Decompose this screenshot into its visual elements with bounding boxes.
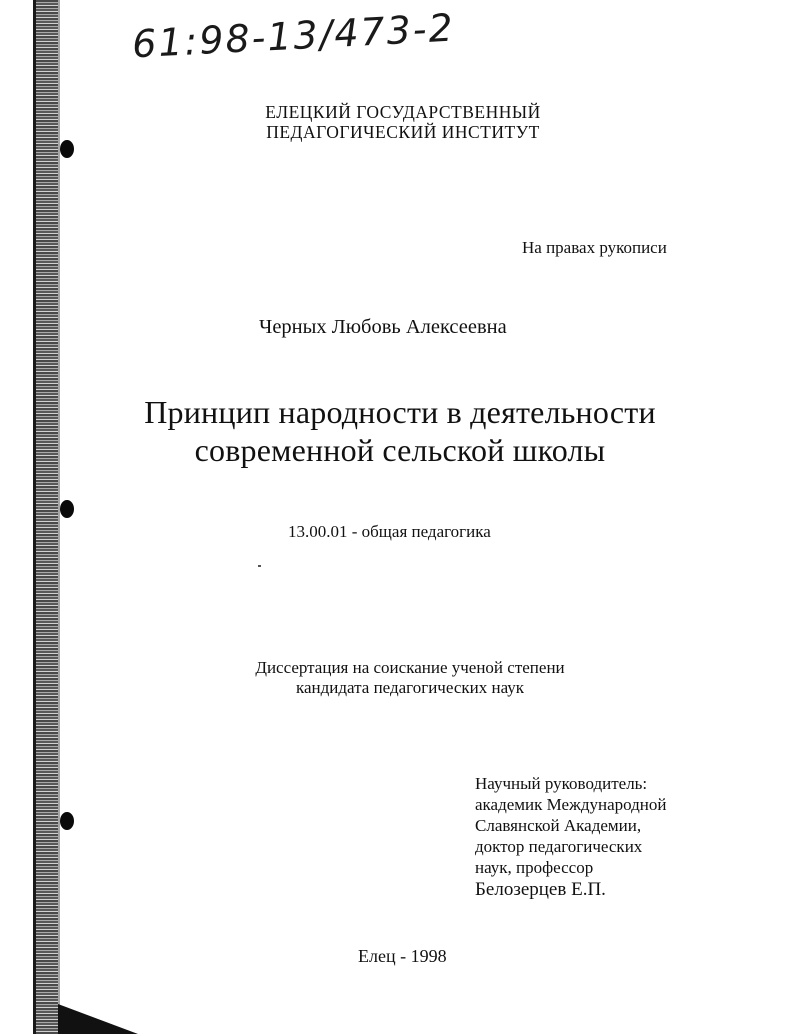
scan-binding-edge <box>36 0 58 1034</box>
manuscript-rights-note: На правах рукописи <box>522 238 667 257</box>
degree-line: Диссертация на соискание ученой степени <box>255 658 565 677</box>
supervisor-line: Славянской Академии, <box>475 816 642 835</box>
supervisor-line: наук, профессор <box>475 858 594 877</box>
supervisor-name: Белозерцев Е.П. <box>475 879 606 900</box>
title-line: современной сельской школы <box>194 432 606 468</box>
place-and-year: Елец - 1998 <box>358 946 447 966</box>
handwritten-archive-number: 61:98-13/473-2 <box>131 5 456 67</box>
institution-name <box>248 102 558 142</box>
institution-line: ЕЛЕЦКИЙ ГОСУДАРСТВЕННЫЙ <box>265 102 541 122</box>
supervisor-line: Научный руководитель: <box>475 774 648 793</box>
supervisor-line: академик Международной <box>475 795 667 814</box>
scientific-supervisor <box>475 773 745 902</box>
dissertation-title <box>120 393 680 469</box>
specialty-code: 13.00.01 - общая педагогика <box>288 522 491 541</box>
degree-statement <box>200 658 620 698</box>
punch-hole <box>60 500 74 518</box>
scan-corner-mark <box>58 1004 138 1034</box>
scan-speck <box>258 565 261 567</box>
punch-hole <box>60 812 74 830</box>
degree-line: кандидата педагогических наук <box>295 678 525 697</box>
binding-shadow <box>58 0 60 1034</box>
author-name: Черных Любовь Алексеевна <box>259 316 507 338</box>
title-line: Принцип народности в деятельности <box>144 394 656 430</box>
supervisor-line: доктор педагогических <box>475 837 643 856</box>
punch-hole <box>60 140 74 158</box>
institution-line: ПЕДАГОГИЧЕСКИЙ ИНСТИТУТ <box>266 122 540 142</box>
